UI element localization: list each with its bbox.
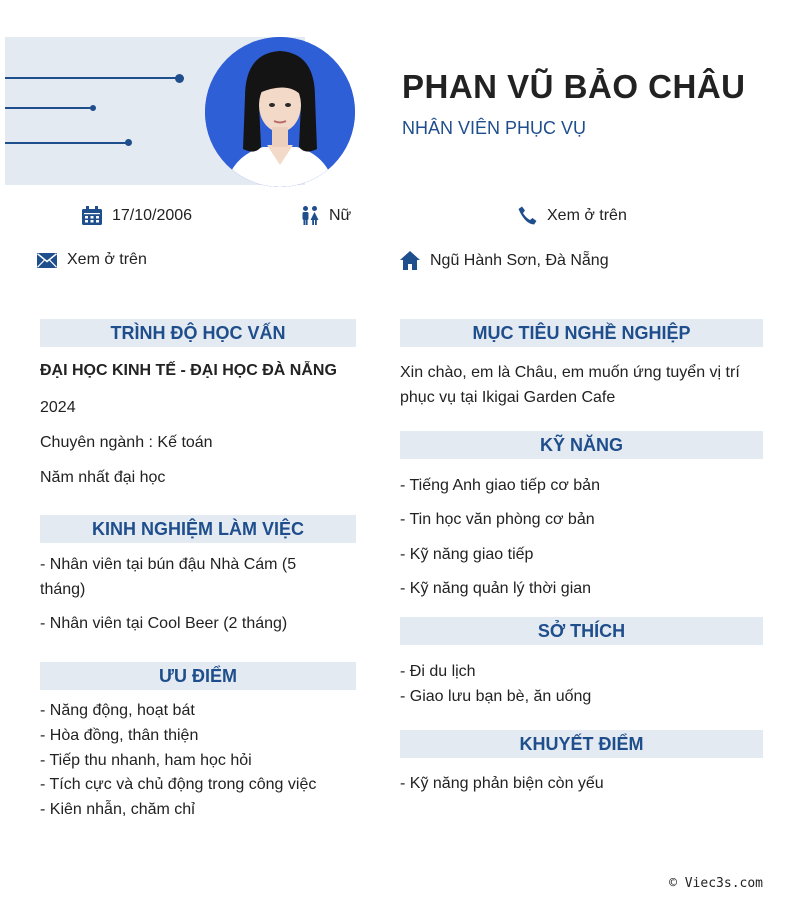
email-info bbox=[37, 251, 147, 269]
gender-info bbox=[301, 206, 351, 225]
experience-item: - Nhân viên tại bún đậu Nhà Cám (5 tháng) bbox=[40, 556, 297, 598]
phone-info bbox=[518, 206, 627, 225]
decor-line bbox=[5, 77, 178, 79]
strength-item: - Năng động, hoạt bát bbox=[40, 702, 195, 719]
home-icon bbox=[400, 251, 420, 270]
weaknesses-heading: KHUYẾT ĐIỂM bbox=[400, 730, 763, 758]
birthdate-text: 17/10/2006 bbox=[112, 206, 193, 224]
hobby-item: - Giao lưu bạn bè, ăn uống bbox=[400, 688, 592, 705]
skills-heading: KỸ NĂNG bbox=[400, 431, 763, 459]
decor-line bbox=[5, 142, 128, 144]
strength-item: - Tích cực và chủ động trong công việc bbox=[40, 776, 317, 793]
decor-dot bbox=[175, 74, 184, 83]
skill-item: - Tin học văn phòng cơ bản bbox=[400, 511, 595, 528]
experience-item: - Nhân viên tại Cool Beer (2 tháng) bbox=[40, 615, 288, 632]
profile-photo bbox=[205, 37, 355, 187]
objective-heading: MỤC TIÊU NGHỀ NGHIỆP bbox=[400, 319, 763, 347]
calendar-icon bbox=[82, 206, 102, 225]
candidate-name: PHAN VŨ BẢO CHÂU bbox=[402, 68, 746, 105]
job-title: NHÂN VIÊN PHỤC VỤ bbox=[402, 118, 587, 138]
birthdate-info bbox=[82, 206, 192, 225]
strength-item: - Hòa đồng, thân thiện bbox=[40, 727, 199, 744]
hobbies-heading: SỞ THÍCH bbox=[400, 617, 763, 645]
phone-text: Xem ở trên bbox=[547, 206, 627, 224]
email-text: Xem ở trên bbox=[67, 251, 147, 268]
decor-dot bbox=[125, 139, 132, 146]
skill-item: - Kỹ năng giao tiếp bbox=[400, 546, 534, 563]
gender-text: Nữ bbox=[329, 206, 352, 224]
strength-item: - Kiên nhẫn, chăm chỉ bbox=[40, 801, 195, 818]
weakness-item: - Kỹ năng phản biện còn yếu bbox=[400, 775, 604, 792]
envelope-icon bbox=[37, 253, 57, 268]
education-major: Chuyên ngành : Kế toán bbox=[40, 434, 213, 451]
phone-icon bbox=[518, 206, 537, 225]
hobby-item: - Đi du lịch bbox=[400, 663, 476, 680]
portrait-illustration bbox=[205, 37, 355, 187]
education-year: 2024 bbox=[40, 399, 76, 416]
address-info bbox=[400, 251, 609, 270]
education-heading: TRÌNH ĐỘ HỌC VẤN bbox=[40, 319, 356, 347]
strength-item: - Tiếp thu nhanh, ham học hỏi bbox=[40, 752, 252, 769]
decor-dot bbox=[90, 105, 96, 111]
footer-credit: © Viec3s.com bbox=[669, 876, 763, 891]
gender-icon bbox=[301, 206, 319, 225]
skill-item: - Kỹ năng quản lý thời gian bbox=[400, 580, 592, 597]
decor-line bbox=[5, 107, 93, 109]
objective-text: Xin chào, em là Châu, em muốn ứng tuyển vị trí phục vụ tại Ikigai Garden Cafe bbox=[400, 364, 740, 406]
experience-heading: KINH NGHIỆM LÀM VIỆC bbox=[40, 515, 356, 543]
skill-item: - Tiếng Anh giao tiếp cơ bản bbox=[400, 477, 600, 494]
education-school: ĐẠI HỌC KINH TẾ - ĐẠI HỌC ĐÀ NẴNG bbox=[40, 362, 337, 379]
address-text: Ngũ Hành Sơn, Đà Nẵng bbox=[430, 251, 609, 269]
education-status: Năm nhất đại học bbox=[40, 469, 166, 486]
strengths-heading: ƯU ĐIỂM bbox=[40, 662, 356, 690]
